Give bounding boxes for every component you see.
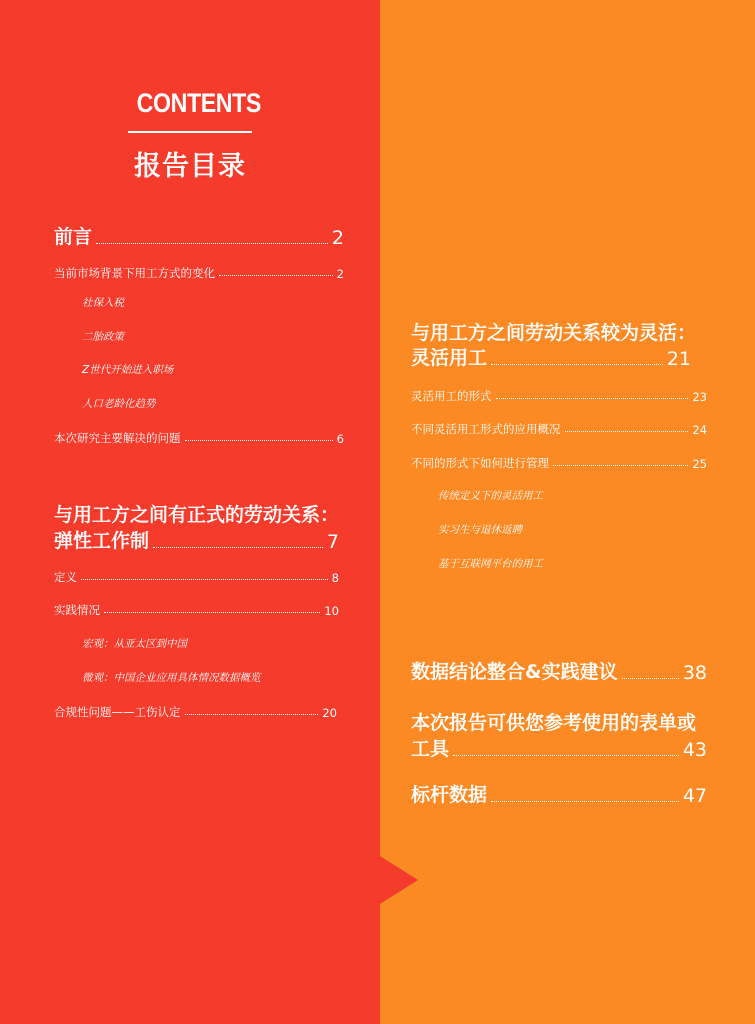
dot-leader — [453, 755, 679, 756]
toc-subitem[interactable]: 二胎政策 — [82, 331, 124, 343]
toc-entry-flex-management[interactable] — [411, 455, 707, 471]
toc-entry-practice[interactable] — [54, 602, 339, 618]
dot-leader — [491, 801, 679, 802]
toc-entry-page: 23 — [692, 390, 707, 404]
toc-entry-page: 8 — [331, 571, 339, 585]
toc-subitem[interactable]: 实习生与退休返聘 — [438, 524, 522, 536]
toc-entry-page: 2 — [336, 267, 344, 281]
toc-entry-flex-overview[interactable] — [411, 421, 707, 437]
dot-leader — [104, 612, 320, 613]
toc-entry-page: 24 — [692, 423, 707, 437]
toc-entry-title: 不同灵活用工形式的应用概况 — [411, 422, 561, 436]
toc-entry-title: 数据结论整合&实践建议 — [411, 661, 618, 683]
toc-subitem[interactable]: 社保入税 — [82, 297, 124, 309]
toc-entry-page: 25 — [692, 457, 707, 471]
dot-leader — [622, 678, 679, 679]
toc-entry-title: 本次研究主要解决的问题 — [54, 431, 181, 445]
toc-subitem[interactable]: 宏观：从亚太区到中国 — [82, 638, 187, 650]
toc-entry-page: 6 — [336, 432, 344, 446]
toc-subitem[interactable]: 传统定义下的灵活用工 — [438, 490, 543, 502]
dot-leader — [96, 243, 328, 244]
toc-subitem[interactable]: 微观：中国企业应用具体情况数据概览 — [82, 672, 261, 684]
toc-subitem[interactable]: 人口老龄化趋势 — [82, 398, 156, 410]
toc-entry-flexible-work[interactable] — [54, 526, 339, 553]
toc-entry-title: 当前市场背景下用工方式的变化 — [54, 266, 215, 280]
toc-section-heading[interactable]: 本次报告可供您参考使用的表单或 — [411, 712, 697, 734]
toc-entry-title: 标杆数据 — [411, 784, 488, 806]
dot-leader — [219, 275, 333, 276]
toc-entry-market-change[interactable] — [54, 265, 344, 281]
toc-subitem[interactable]: 基于互联网平台的用工 — [438, 558, 543, 570]
dot-leader — [496, 398, 689, 399]
toc-entry-benchmark[interactable] — [411, 780, 707, 807]
contents-heading-en: CONTENTS — [136, 88, 261, 118]
dot-leader — [185, 440, 333, 441]
dot-leader — [491, 364, 663, 365]
toc-entry-conclusions[interactable] — [411, 657, 707, 684]
contents-heading-zh: 报告目录 — [134, 151, 246, 182]
toc-entry-tools[interactable] — [411, 734, 707, 761]
toc-entry-title: 灵活用工 — [411, 347, 488, 369]
dot-leader — [185, 714, 319, 715]
toc-entry-title: 前言 — [54, 226, 93, 248]
toc-entry-preface[interactable] — [54, 222, 344, 249]
toc-subitem[interactable]: Z世代开始进入职场 — [82, 364, 174, 376]
toc-entry-page: 2 — [331, 227, 344, 249]
toc-entry-title: 灵活用工的形式 — [411, 389, 492, 403]
heading-divider — [128, 131, 252, 133]
toc-entry-page: 47 — [682, 785, 707, 807]
toc-entry-title: 不同的形式下如何进行管理 — [411, 456, 549, 470]
toc-entry-page: 20 — [322, 706, 337, 720]
toc-entry-title: 工具 — [411, 738, 450, 760]
toc-section-heading[interactable]: 与用工方之间劳动关系较为灵活： — [411, 322, 697, 344]
dot-leader — [81, 579, 328, 580]
toc-entry-title: 合规性问题——工伤认定 — [54, 705, 181, 719]
toc-entry-definition[interactable] — [54, 569, 339, 585]
toc-entry-page: 21 — [666, 348, 691, 370]
toc-entry-page: 38 — [682, 662, 707, 684]
dot-leader — [153, 547, 323, 548]
panel-notch — [380, 856, 418, 904]
toc-entry-flex-forms[interactable] — [411, 388, 707, 404]
toc-section-heading[interactable]: 与用工方之间有正式的劳动关系： — [54, 504, 340, 526]
toc-entry-title: 定义 — [54, 570, 77, 584]
toc-entry-title: 弹性工作制 — [54, 530, 150, 552]
toc-entry-flexible-employment[interactable] — [411, 343, 691, 370]
toc-entry-page: 10 — [324, 604, 339, 618]
toc-entry-page: 7 — [326, 531, 339, 553]
toc-entry-compliance[interactable] — [54, 704, 337, 720]
toc-entry-title: 实践情况 — [54, 603, 100, 617]
dot-leader — [553, 465, 688, 466]
dot-leader — [565, 431, 689, 432]
right-panel — [380, 0, 755, 1024]
toc-entry-research-issues[interactable] — [54, 430, 344, 446]
toc-entry-page: 43 — [682, 739, 707, 761]
